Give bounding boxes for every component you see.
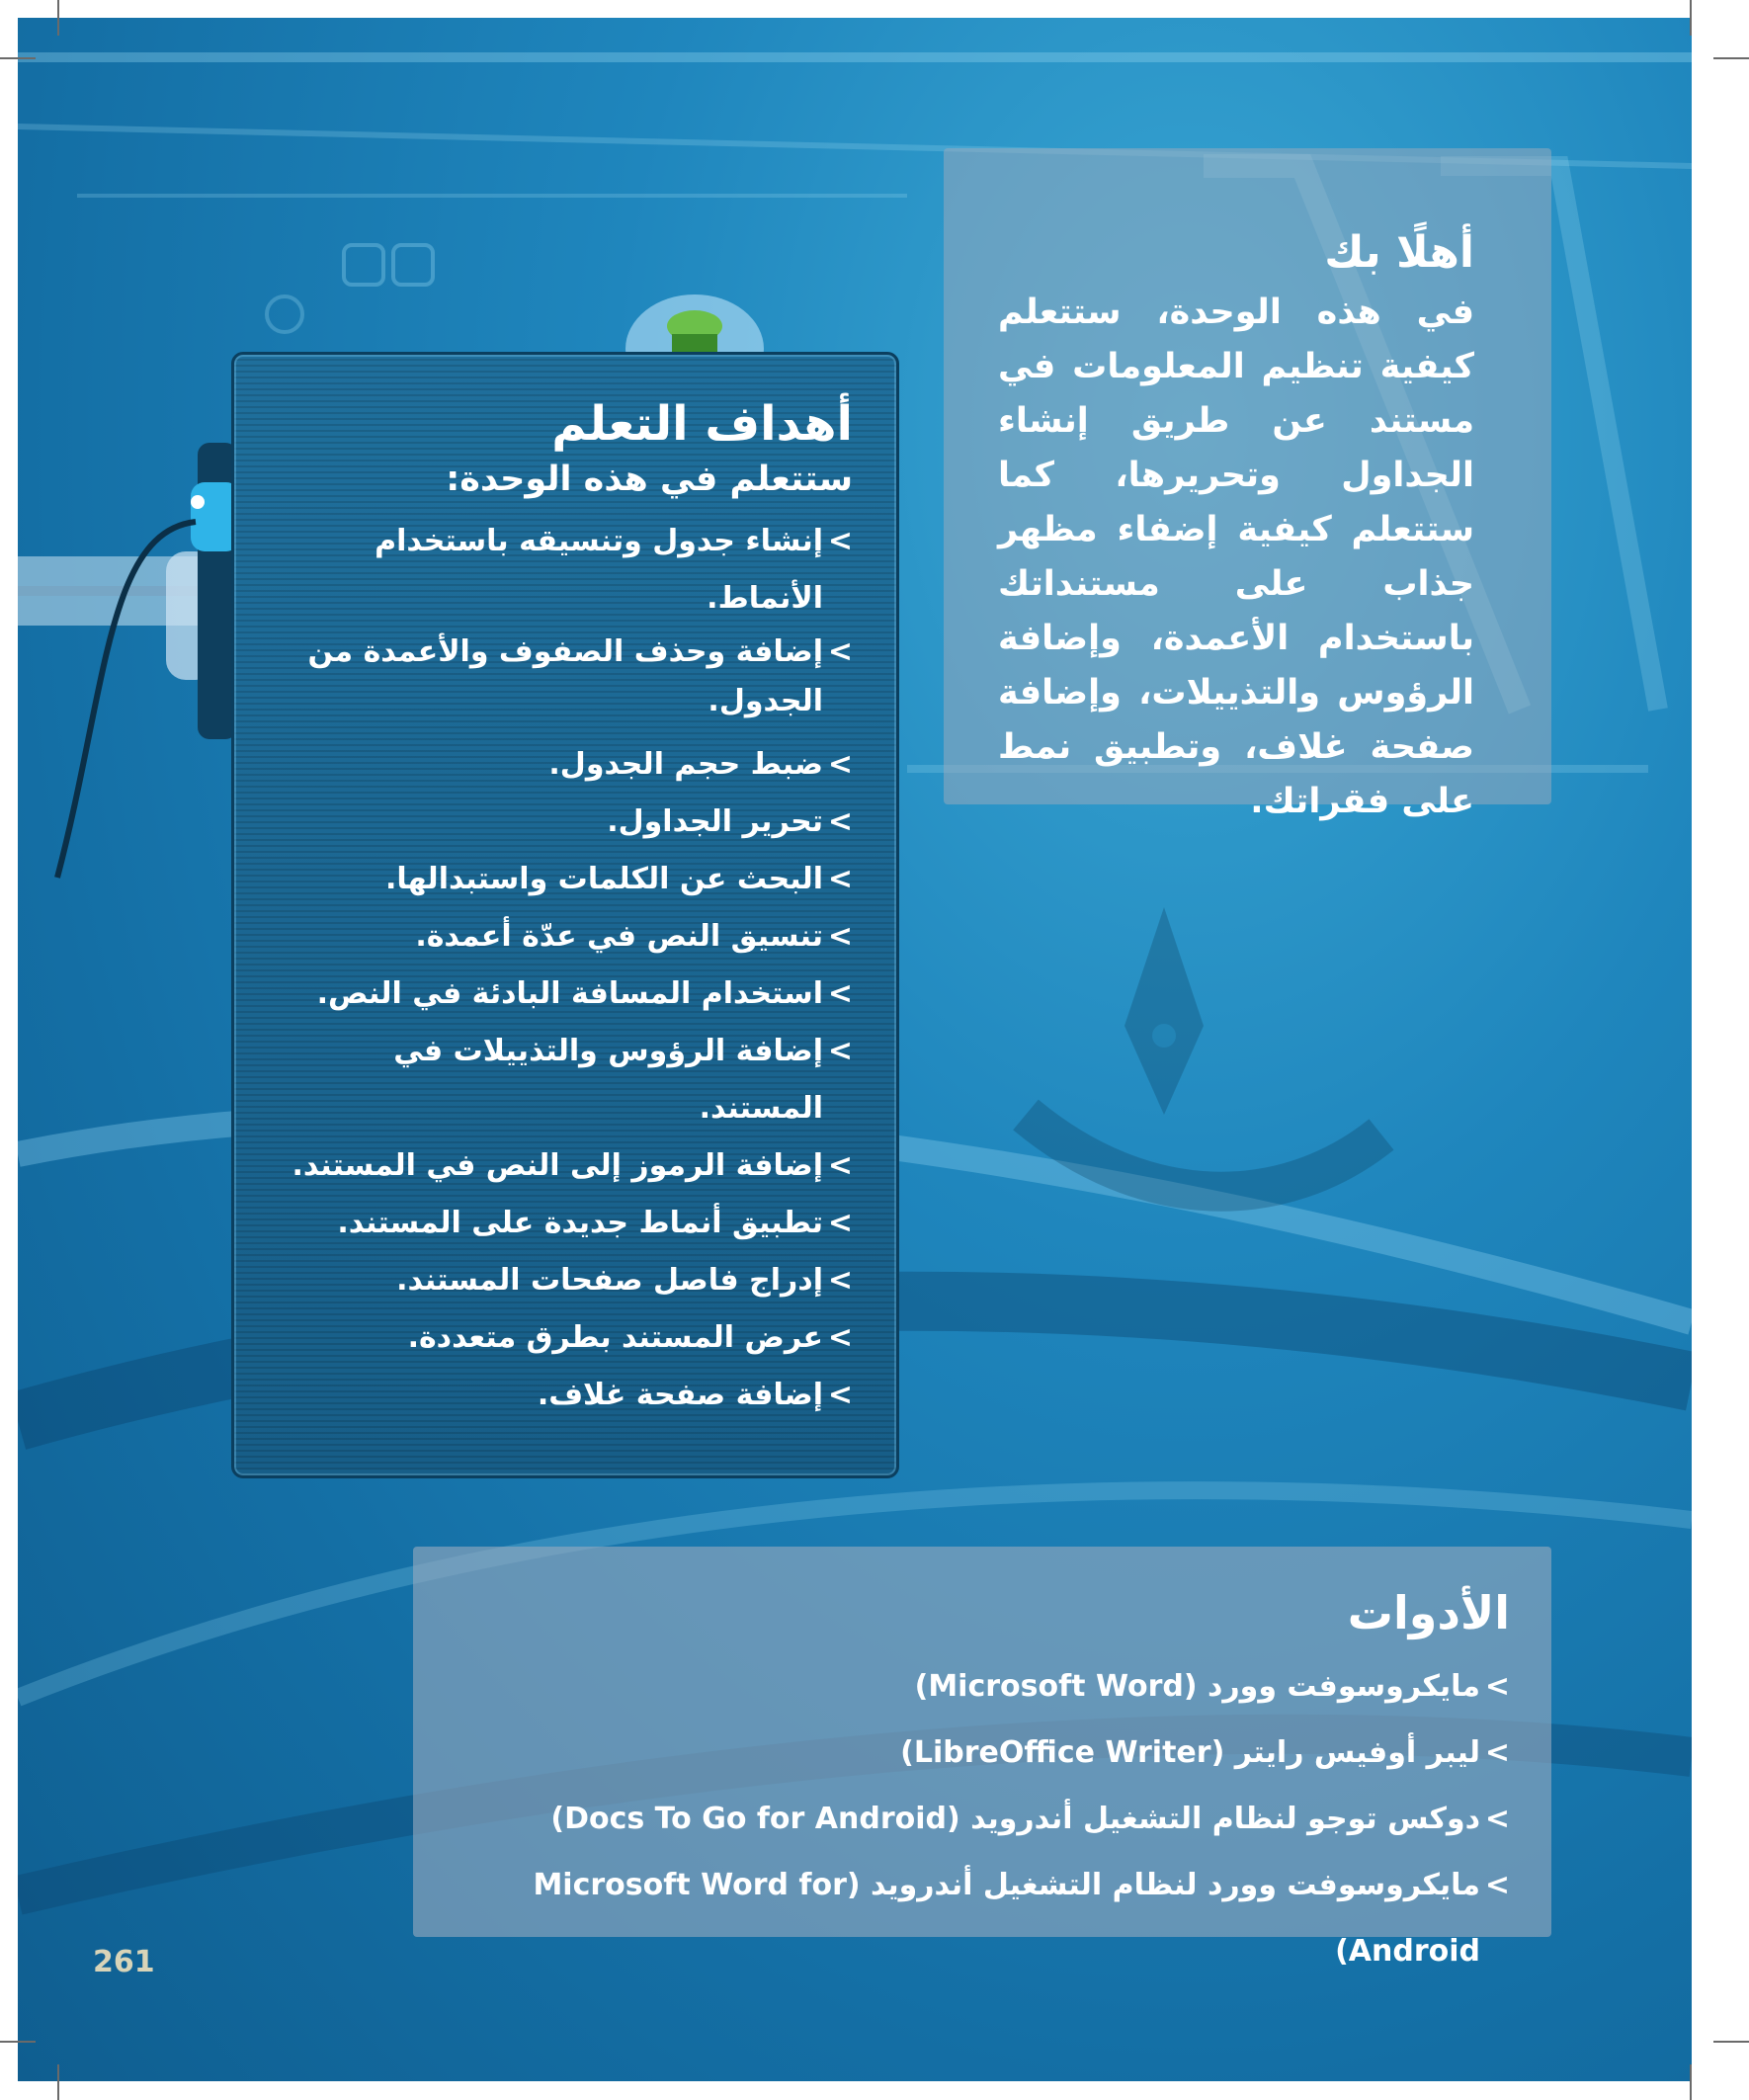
objective-item: > إضافة صفحة غلاف. bbox=[264, 1367, 853, 1424]
bullet-arrow-icon: > bbox=[1484, 1735, 1510, 1770]
objective-item: > البحث عن الكلمات واستبدالها. bbox=[264, 851, 853, 908]
page-number: 261 bbox=[93, 1945, 155, 1979]
objectives-title: أهداف التعلم bbox=[551, 396, 853, 452]
crop-mark bbox=[0, 57, 36, 59]
tools-title: الأدوات bbox=[1347, 1586, 1510, 1639]
crop-mark bbox=[1713, 2041, 1749, 2043]
bullet-arrow-icon: > bbox=[827, 919, 853, 954]
bullet-arrow-icon: > bbox=[827, 804, 853, 839]
bullet-arrow-icon: > bbox=[827, 1206, 853, 1240]
crop-mark bbox=[1713, 57, 1749, 59]
bullet-arrow-icon: > bbox=[1484, 1868, 1510, 1902]
objective-item: > عرض المستند بطرق متعددة. bbox=[264, 1309, 853, 1367]
bullet-arrow-icon: > bbox=[827, 1320, 853, 1355]
objective-item: > تحرير الجداول. bbox=[264, 794, 853, 851]
tool-item: > مايكروسوفت وورد لنظام التشغيل أندرويد (Microsoft Word for Android) bbox=[453, 1852, 1510, 1984]
bullet-arrow-icon: > bbox=[827, 634, 853, 669]
crop-mark bbox=[57, 2064, 59, 2100]
tools-list bbox=[453, 1653, 1510, 1984]
welcome-body: في هذه الوحدة، ستتعلم كيفية تنظيم المعلومات في مستند عن طريق إنشاء الجداول وتحريرها، كما ستتعلم كيفية إضفاء مظهر جذاب على مستنداتك باستخدام الأعمدة، وإضافة الرؤوس والتذييلات، وإضافة صفحة غلاف، وتطبيق نمط على فقراتك. bbox=[998, 293, 1474, 821]
objective-item: > استخدام المسافة البادئة في النص. bbox=[264, 966, 853, 1023]
objective-item: > تنسيق النص في عدّة أعمدة. bbox=[264, 908, 853, 966]
welcome-panel bbox=[944, 148, 1551, 821]
bullet-arrow-icon: > bbox=[827, 1148, 853, 1183]
objective-item: > تطبيق أنماط جديدة على المستند. bbox=[264, 1195, 853, 1252]
tools-panel bbox=[413, 1547, 1551, 1969]
bullet-arrow-icon: > bbox=[827, 747, 853, 782]
objectives-subtitle: ستتعلم في هذه الوحدة: bbox=[446, 460, 853, 499]
objective-item: > إنشاء جدول وتنسيقه باستخدام الأنماط. bbox=[264, 513, 853, 628]
bullet-arrow-icon: > bbox=[1484, 1669, 1510, 1704]
objective-item: > ضبط حجم الجدول. bbox=[264, 736, 853, 794]
bullet-arrow-icon: > bbox=[827, 862, 853, 896]
bullet-arrow-icon: > bbox=[827, 524, 853, 558]
tool-item: > مايكروسوفت وورد (Microsoft Word) bbox=[453, 1653, 1510, 1720]
objective-item: > إدراج فاصل صفحات المستند. bbox=[264, 1252, 853, 1309]
tool-item: > ليبر أوفيس رايتر (LibreOffice Writer) bbox=[453, 1720, 1510, 1786]
bullet-arrow-icon: > bbox=[827, 1263, 853, 1298]
objective-item: > إضافة وحذف الصفوف والأعمدة من الجدول. bbox=[264, 628, 853, 726]
tool-item: > دوكس توجو لنظام التشغيل أندرويد (Docs To Go for Android) bbox=[453, 1786, 1510, 1852]
bullet-arrow-icon: > bbox=[1484, 1802, 1510, 1836]
bullet-arrow-icon: > bbox=[827, 1034, 853, 1068]
crop-mark bbox=[1690, 2064, 1692, 2100]
crop-mark bbox=[0, 2041, 36, 2043]
crop-mark bbox=[1690, 0, 1692, 36]
objective-item: > إضافة الرؤوس والتذييلات في المستند. bbox=[264, 1023, 853, 1137]
objective-item: > إضافة الرموز إلى النص في المستند. bbox=[264, 1137, 853, 1195]
bullet-arrow-icon: > bbox=[827, 1378, 853, 1412]
bullet-arrow-icon: > bbox=[827, 976, 853, 1011]
objectives-list bbox=[264, 513, 853, 1424]
welcome-title: أهلًا بك bbox=[1324, 227, 1474, 278]
learning-objectives-panel bbox=[231, 352, 899, 1478]
crop-mark bbox=[57, 0, 59, 36]
